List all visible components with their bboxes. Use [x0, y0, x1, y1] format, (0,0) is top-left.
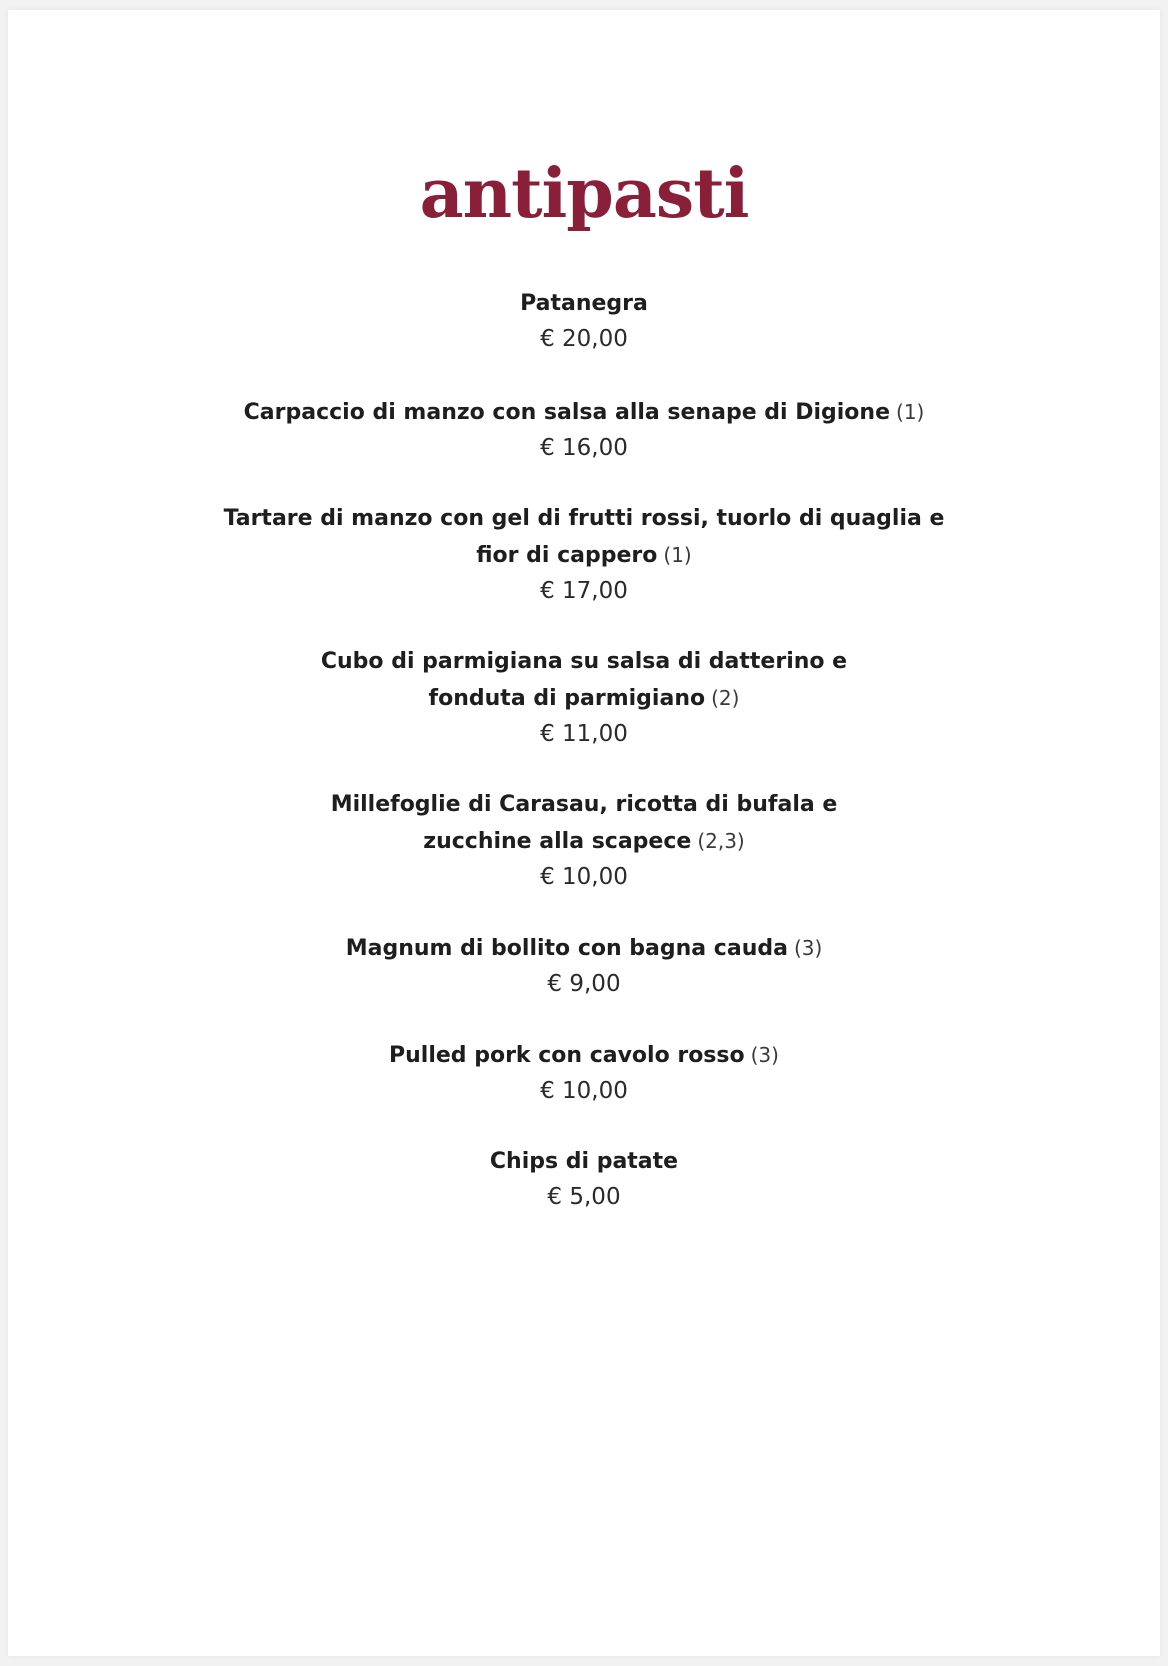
menu-page [8, 10, 1160, 1656]
item-name-line-2 [8, 537, 1160, 574]
item-name-text: Magnum di bollito con bagna cauda [345, 936, 788, 961]
menu-item [8, 1144, 1160, 1214]
item-name-line-2 [8, 823, 1160, 860]
item-price: € 10,00 [540, 864, 628, 890]
item-name-text: Carpaccio di manzo con salsa alla senape di Digione [243, 400, 891, 425]
item-name: Patanegra [520, 291, 648, 316]
item-name-line-1: Tartare di manzo con gel di frutti rossi, tuorlo di quaglia e [223, 506, 945, 531]
item-price: € 16,00 [540, 435, 628, 461]
item-name-text: Pulled pork con cavolo rosso [389, 1043, 745, 1068]
allergen-codes: (2) [711, 686, 740, 710]
item-name-text: fior di cappero [476, 543, 658, 568]
menu-item [8, 930, 1160, 1001]
item-price: € 10,00 [540, 1078, 628, 1104]
item-name [8, 1037, 1160, 1074]
item-price: € 5,00 [547, 1184, 621, 1210]
menu-item [8, 394, 1160, 465]
item-name [8, 930, 1160, 967]
item-name [8, 394, 1160, 431]
allergen-codes: (3) [793, 936, 823, 960]
item-name-line-1: Cubo di parmigiana su salsa di datterino e [320, 649, 848, 674]
menu-item [8, 286, 1160, 356]
allergen-codes: (2,3) [697, 829, 745, 853]
menu-item [8, 787, 1160, 894]
allergen-codes: (3) [750, 1043, 779, 1067]
menu-item [8, 1037, 1160, 1108]
item-price: € 17,00 [540, 578, 628, 604]
item-name-line-1: Millefoglie di Carasau, ricotta di bufala e [330, 792, 838, 817]
item-price: € 11,00 [540, 721, 628, 747]
menu-title: antipasti [419, 154, 749, 234]
menu-item [8, 644, 1160, 751]
item-price: € 20,00 [540, 326, 628, 352]
item-name: Chips di patate [489, 1149, 679, 1174]
allergen-codes: (1) [896, 400, 925, 424]
item-name-line-2 [8, 680, 1160, 717]
allergen-codes: (1) [663, 543, 692, 567]
item-name-text: zucchine alla scapece [423, 829, 692, 854]
item-price: € 9,00 [547, 971, 621, 997]
menu-item [8, 501, 1160, 608]
item-name-text: fonduta di parmigiano [428, 686, 706, 711]
